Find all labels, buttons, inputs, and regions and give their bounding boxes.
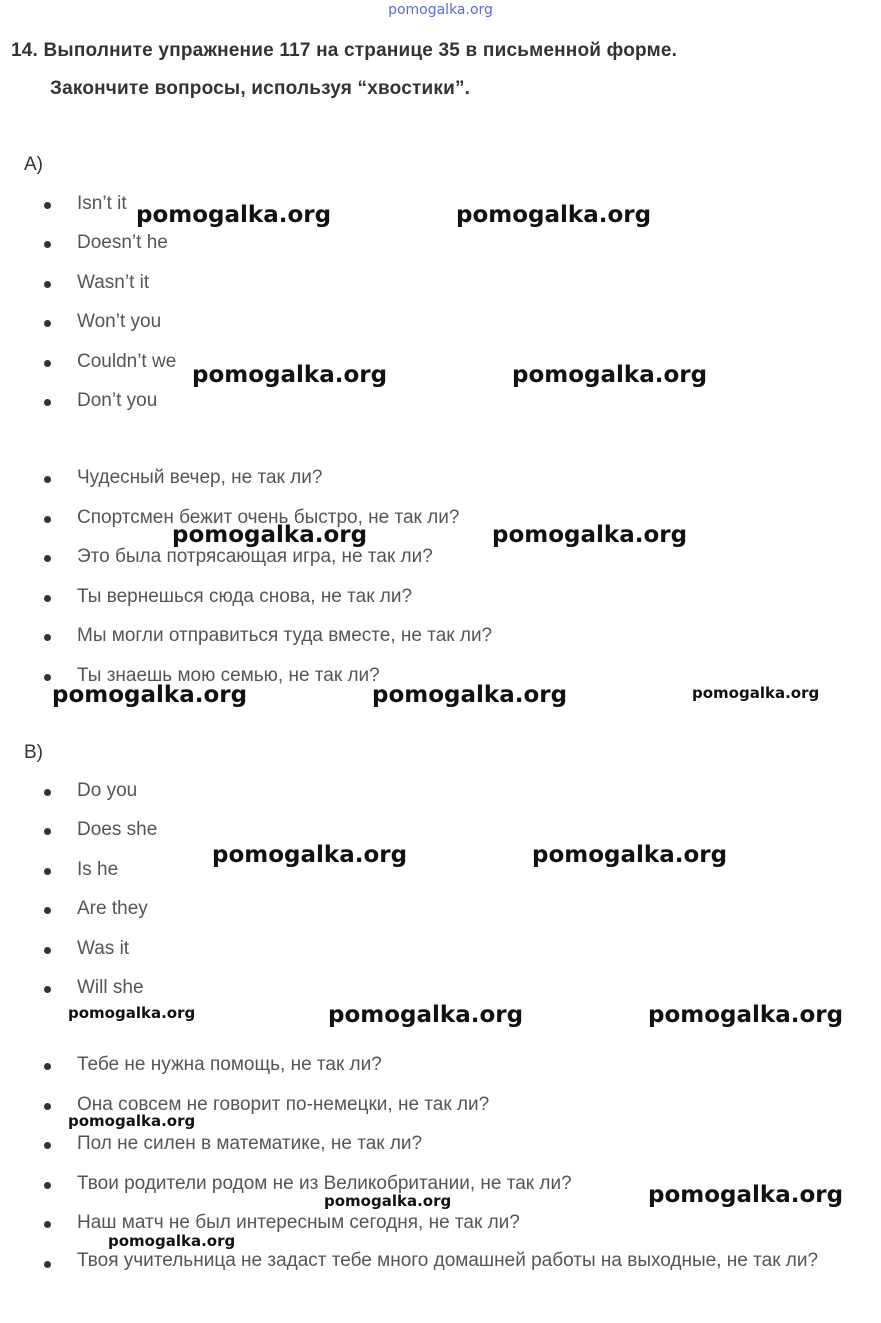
watermark-text: pomogalka.org [492, 522, 688, 548]
bullet-icon [44, 1063, 51, 1070]
bullet-icon [44, 868, 51, 875]
bullet-icon [44, 241, 51, 248]
bullet-icon [44, 555, 51, 562]
bullet-icon [44, 1261, 51, 1268]
bullet-icon [44, 907, 51, 914]
bullet-icon [44, 789, 51, 796]
bullet-icon [44, 360, 51, 367]
tag-text: Isn’t it [77, 193, 127, 214]
watermark-text: pomogalka.org [136, 202, 332, 228]
bullet-icon [44, 986, 51, 993]
tag-text: Is he [77, 859, 119, 880]
bullet-icon [44, 595, 51, 602]
watermark-text: pomogalka.org [648, 1182, 844, 1208]
bullet-icon [44, 1221, 51, 1228]
bullet-icon [44, 947, 51, 954]
bullet-icon [44, 1103, 51, 1110]
bullet-icon [44, 399, 51, 406]
tag-text: Was it [77, 938, 130, 959]
tag-text: Don’t you [77, 390, 158, 411]
tag-text: Doesn’t he [77, 232, 168, 253]
bullet-icon [44, 476, 51, 483]
tag-text: Are they [77, 898, 148, 919]
tag-text: Wasn’t it [77, 272, 150, 293]
bullet-icon [44, 1182, 51, 1189]
watermark-text: pomogalka.org [648, 1002, 844, 1028]
watermark-text: pomogalka.org [52, 682, 248, 708]
translation-text: Спортсмен бежит очень быстро, не так ли? [77, 507, 460, 528]
translation-text: Ты знаешь мою семью, не так ли? [77, 665, 380, 686]
watermark-text: pomogalka.org [692, 684, 820, 702]
section-a-label: A) [24, 154, 43, 175]
translation-text: Это была потрясающая игра, не так ли? [77, 546, 433, 567]
tag-text: Does she [77, 819, 158, 840]
translation-text: Пол не силен в математике, не так ли? [77, 1133, 423, 1154]
section-b-label: B) [24, 742, 43, 763]
bullet-icon [44, 1142, 51, 1149]
translation-text: Она совсем не говорит по-немецки, не так ли? [77, 1094, 490, 1115]
watermark-text: pomogalka.org [108, 1232, 236, 1250]
translation-text: Твои родители родом не из Великобритании, не так ли? [77, 1173, 572, 1194]
watermark-text: pomogalka.org [372, 682, 568, 708]
task-title: 14. Выполните упражнение 117 на странице 35 в письменной форме. [11, 40, 678, 61]
tag-text: Will she [77, 977, 144, 998]
task-subtitle: Закончите вопросы, используя “хвостики”. [50, 78, 471, 99]
bullet-icon [44, 674, 51, 681]
watermark-text: pomogalka.org [532, 842, 728, 868]
bullet-icon [44, 516, 51, 523]
watermark-text: pomogalka.org [68, 1004, 196, 1022]
translation-text: Тебе не нужна помощь, не так ли? [77, 1054, 382, 1075]
watermark-text: pomogalka.org [512, 362, 708, 388]
watermark-text: pomogalka.org [328, 1002, 524, 1028]
bullet-icon [44, 828, 51, 835]
watermark-text: pomogalka.org [68, 1112, 196, 1130]
translation-text: Наш матч не был интересным сегодня, не так ли? [77, 1212, 520, 1233]
translation-text: Ты вернешься сюда снова, не так ли? [77, 586, 413, 607]
watermark-text: pomogalka.org [192, 362, 388, 388]
site-watermark-top: pomogalka.org [388, 2, 493, 18]
watermark-text: pomogalka.org [212, 842, 408, 868]
tag-text: Won’t you [77, 311, 162, 332]
bullet-icon [44, 634, 51, 641]
bullet-icon [44, 281, 51, 288]
bullet-icon [44, 320, 51, 327]
watermark-text: pomogalka.org [456, 202, 652, 228]
tag-text: Do you [77, 780, 138, 801]
watermark-text: pomogalka.org [324, 1192, 452, 1210]
watermark-text: pomogalka.org [172, 522, 368, 548]
tag-text: Couldn’t we [77, 351, 177, 372]
translation-text: Твоя учительница не задаст тебе много домашней работы на выходные, не так ли? [77, 1250, 819, 1271]
bullet-icon [44, 202, 51, 209]
translation-text: Мы могли отправиться туда вместе, не так ли? [77, 625, 493, 646]
translation-text: Чудесный вечер, не так ли? [77, 467, 323, 488]
